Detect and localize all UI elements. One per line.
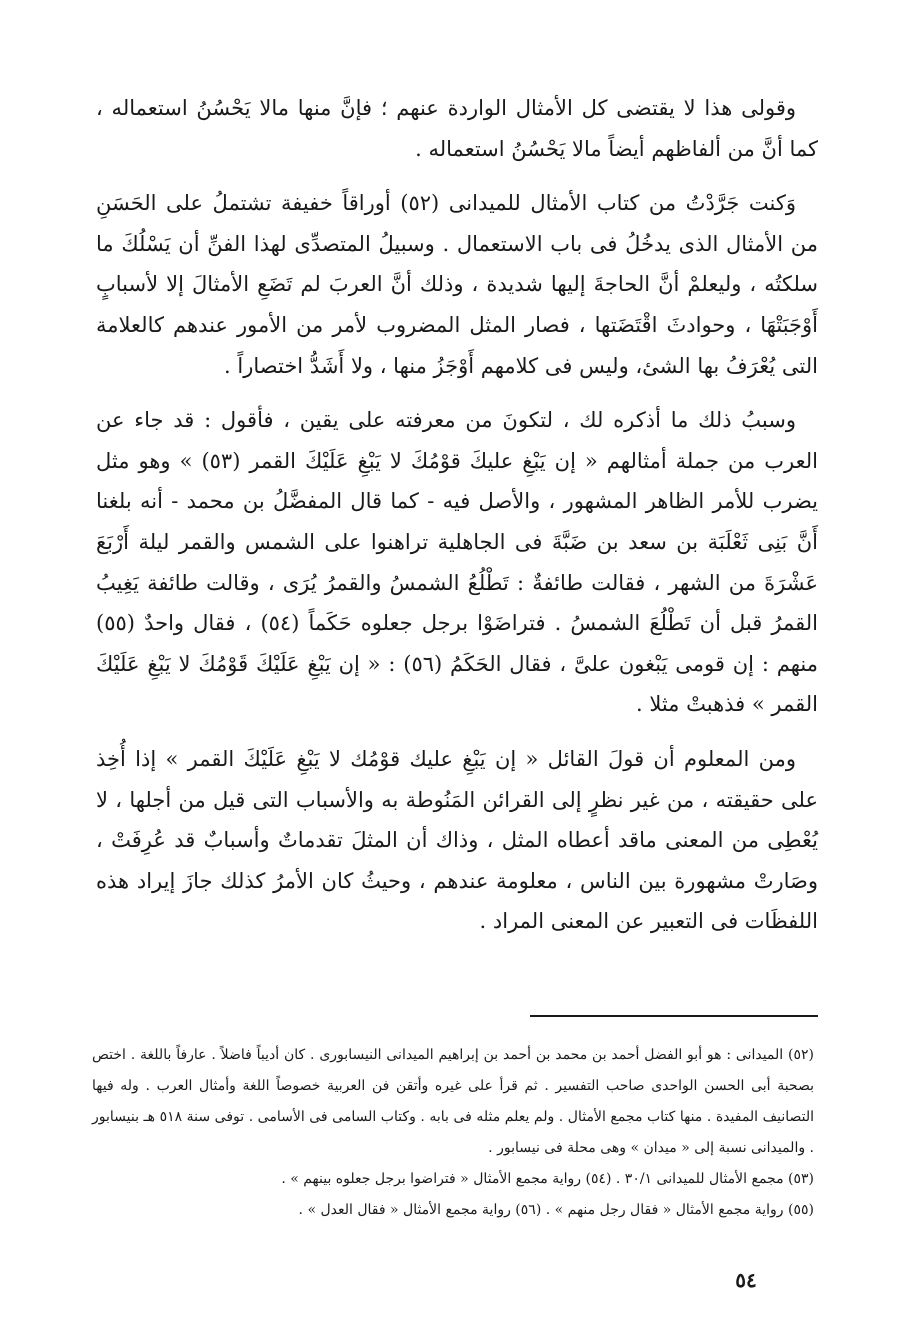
- paragraph-1: وقولى هذا لا يقتضى كل الأمثال الواردة عنهم ؛ فإنَّ منها مالا يَحْسُنُ استعماله ، كما أنَّ من ألفاظهم أيضاً مالا يَحْسُنُ استعماله .: [96, 96, 818, 161]
- footnote-53-54: (٥٣) مجمع الأمثال للميدانى ٣٠/١ . (٥٤) رواية مجمع الأمثال « فتراضوا برجل جعلوه بينهم » .: [281, 1171, 814, 1187]
- footnotes: [92, 1040, 814, 1226]
- main-text: [96, 88, 818, 942]
- paragraph-2: وَكنت جَرَّدْتُ من كتاب الأمثال للميدانى (٥٢) أوراقاً خفيفة تشتملُ على الحَسَنِ من الأمثال الذى يدخُلُ فى باب الاستعمال . وسبيلُ المتصدِّى لهذا الفنِّ أن يَسْلُكَ ما سلكتُه ، وليعلمْ أنَّ الحاجةَ إليها شديدة ، وذلك أنَّ العربَ لم تَضَعِ الأمثالَ إلا لأسبابٍ أَوْجَبَتْهَا ، وحوادثَ اقْتَضَتها ، فصار المثل المضروب لأمر من الأمور عندهم كالعلامة التى يُعْرَفُ بها الشئ، وليس فى كلامهم أَوْجَزُ منها ، ولا أَشَدُّ اختصاراً .: [96, 191, 818, 378]
- paragraph-3: وسببُ ذلك ما أذكره لك ، لتكونَ من معرفته على يقين ، فأقول : قد جاء عن العرب من جملة أمثالهم « إن يَبْغِ عليكَ قوْمُكَ لا يَبْغِ عَلَيْكَ القمر (٥٣) » وهو مثل يضرب للأمر الظاهر المشهور ، والأصل فيه - كما قال المفضَّلُ بن محمد - أنه بلغنا أَنَّ بَنِى ثَعْلَبَة بن سعد بن ضَبَّةَ فى الجاهلية تراهنوا على الشمس والقمر ليلة أَرْبَعَ عَشْرَةَ من الشهر ، فقالت طائفةٌ : تَطْلُعُ الشمسُ والقمرُ يُرَى ، وقالت طائفة يَغِيبُ القمرُ قبل أن تَطْلُعَ الشمسُ . فتراضَوْا برجل جعلوه حَكَماً (٥٤) ، فقال واحدٌ (٥٥) منهم : إن قومى يَبْغون علىَّ ، فقال الحَكَمُ (٥٦) : « إن يَبْغِ عَلَيْكَ قَوْمُكَ لا يَبْغِ عَلَيْكَ القمر » فذهبتْ مثلا .: [96, 408, 818, 717]
- footnote-55-56: (٥٥) رواية مجمع الأمثال « فقال رجل منهم » . (٥٦) رواية مجمع الأمثال « فقال العدل » .: [298, 1202, 814, 1218]
- footnote-52: (٥٢) الميدانى : هو أبو الفضل أحمد بن محمد بن أحمد بن إبراهيم الميدانى النيسابورى . كان أديباً فاضلاً . عارفاً باللغة . اختص بصحبة أبى الحسن الواحدى صاحب التفسير . ثم قرأ على غيره وأتقن فن العربية خصوصاً اللغة وأمثال العرب . وله فيها التصانيف المفيدة . منها كتاب مجمع الأمثال . ولم يعلم مثله فى بابه . وكتاب السامى فى الأسامى . توفى سنة ٥١٨ هـ بنيسابور . والميدانى نسبة إلى « ميدان » وهى محلة فى نيسابور .: [92, 1047, 814, 1156]
- footnote-separator: [530, 1015, 818, 1017]
- page-number: ٥٤: [735, 1268, 757, 1292]
- paragraph-4: ومن المعلوم أن قولَ القائل « إن يَبْغِ عليك قوْمُك لا يَبْغِ عَلَيْكَ القمر » إذا أُخِذ على حقيقته ، من غير نظرٍ إلى القرائن المَنُوطة به والأسباب التى قيل من أجلها ، لا يُعْطِى من المعنى ماقد أعطاه المثل ، وذاك أن المثلَ تقدماتٌ وأسبابٌ قد عُرِفَتْ ، وصَارتْ مشهورة بين الناس ، معلومة عندهم ، وحيثُ كان الأمرُ كذلك جازَ إيراد هذه اللفظَات فى التعبير عن المعنى المراد .: [96, 746, 818, 934]
